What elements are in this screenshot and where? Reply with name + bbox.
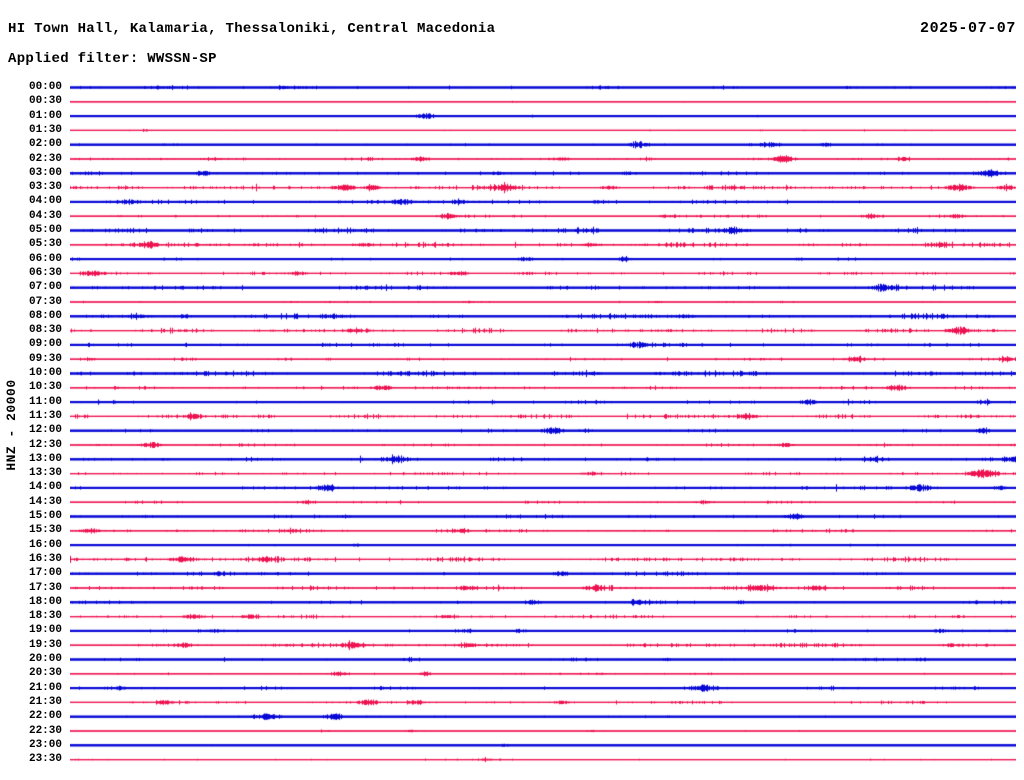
time-label: 06:00 — [28, 252, 62, 265]
time-label: 19:00 — [28, 624, 62, 637]
time-label: 01:30 — [28, 123, 62, 136]
time-label: 17:00 — [28, 567, 62, 580]
seismogram-traces — [70, 80, 1016, 780]
time-label: 16:30 — [28, 552, 62, 565]
time-label: 11:00 — [28, 395, 62, 408]
time-label: 23:00 — [28, 738, 62, 751]
time-label: 20:00 — [28, 653, 62, 665]
time-label: 21:00 — [28, 681, 62, 694]
time-label: 07:00 — [28, 281, 62, 294]
time-label: 00:00 — [28, 81, 62, 93]
time-label: 06:30 — [28, 266, 62, 279]
time-label: 14:00 — [28, 481, 62, 494]
time-label: 09:00 — [28, 338, 62, 351]
time-label: 15:30 — [28, 524, 62, 537]
time-label: 18:30 — [28, 610, 62, 623]
time-label: 18:00 — [28, 595, 62, 608]
time-label: 13:30 — [28, 467, 62, 480]
time-label: 19:30 — [28, 638, 62, 651]
time-label: 04:30 — [28, 209, 62, 222]
time-label: 08:30 — [28, 324, 62, 337]
y-axis-station-label: HNZ - 20000 — [4, 379, 19, 471]
time-label: 08:00 — [28, 309, 62, 322]
time-label: 10:00 — [28, 367, 62, 379]
time-label: 02:30 — [28, 152, 62, 165]
time-label: 17:30 — [28, 581, 62, 594]
time-label: 16:00 — [28, 538, 62, 551]
time-label: 04:00 — [28, 195, 62, 208]
time-label: 01:00 — [28, 109, 62, 122]
time-label: 03:30 — [28, 181, 62, 194]
time-label: 05:30 — [28, 238, 62, 251]
time-label: 11:30 — [28, 409, 62, 422]
time-label: 10:30 — [28, 381, 62, 394]
time-label: 21:30 — [28, 695, 62, 708]
time-label: 02:00 — [28, 138, 62, 151]
time-label: 07:30 — [28, 295, 62, 308]
time-label: 13:00 — [28, 452, 62, 465]
time-label: 14:30 — [28, 495, 62, 508]
time-label: 22:30 — [28, 724, 62, 737]
time-label: 12:30 — [28, 438, 62, 451]
time-label: 00:30 — [28, 95, 62, 108]
date-label: 2025-07-07 — [919, 20, 1016, 37]
page-title: HI Town Hall, Kalamaria, Thessaloniki, Central Macedonia — [8, 21, 496, 37]
time-label: 23:30 — [28, 753, 62, 766]
time-label: 03:00 — [28, 166, 62, 179]
time-label: 20:30 — [28, 667, 62, 680]
applied-filter-label: Applied filter: WWSSN-SP — [8, 51, 217, 67]
time-label: 22:00 — [28, 710, 62, 723]
time-label: 12:00 — [28, 424, 62, 437]
time-label: 15:00 — [28, 510, 62, 522]
time-label: 09:30 — [28, 352, 62, 365]
time-label: 05:00 — [28, 224, 62, 236]
